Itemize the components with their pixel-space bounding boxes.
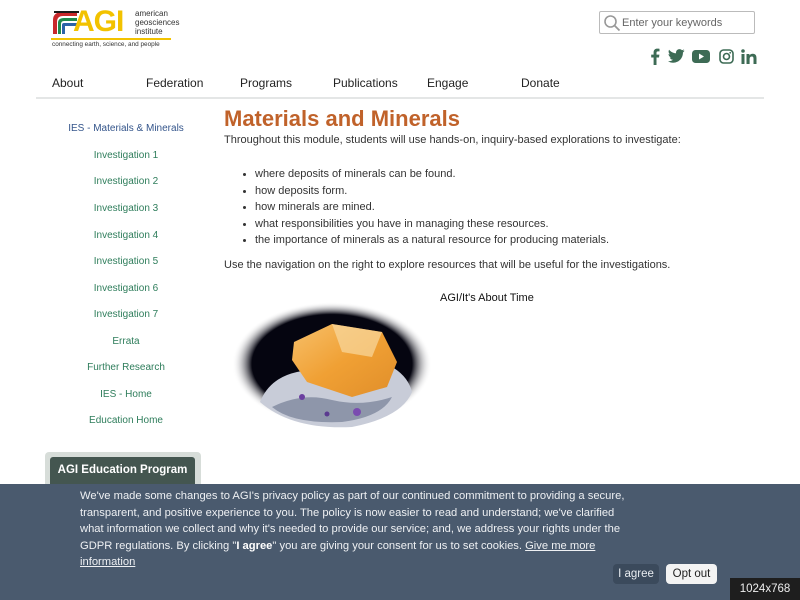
sidebar-link-further-research[interactable]: Further Research xyxy=(87,362,165,373)
logo-name-line: geosciences xyxy=(135,18,180,27)
nav-about[interactable]: About xyxy=(52,76,84,90)
nav-federation[interactable]: Federation xyxy=(146,76,204,90)
navigation-note: Use the navigation on the right to explore resources that will be useful for the investigations. xyxy=(224,259,671,271)
agi-logo[interactable] xyxy=(51,5,180,50)
cookie-consent-banner xyxy=(0,484,800,600)
twitter-link[interactable] xyxy=(667,47,685,65)
instagram-link[interactable] xyxy=(718,47,734,65)
sidebar-link-investigation-3[interactable]: Investigation 3 xyxy=(93,203,159,214)
cookie-text-part: " you are giving your consent for us to set cookies. xyxy=(272,539,526,552)
twitter-icon xyxy=(668,49,685,63)
cookie-text-bold: I agree xyxy=(236,539,273,552)
intro-text: Throughout this module, students will use hands-on, inquiry-based explorations to investigate: xyxy=(224,134,681,146)
nav-divider xyxy=(36,97,764,99)
sidebar-link-investigation-4[interactable]: Investigation 4 xyxy=(93,230,159,241)
instagram-icon xyxy=(719,49,734,64)
logo-org-name xyxy=(135,9,179,36)
logo-name-line: american xyxy=(135,9,168,18)
image-credit: AGI/It's About Time xyxy=(440,292,534,304)
linkedin-icon xyxy=(741,49,757,64)
list-item: how deposits form. xyxy=(241,183,609,200)
logo-agi-text: AGI xyxy=(73,5,124,38)
youtube-icon xyxy=(692,50,710,63)
search-icon[interactable] xyxy=(603,14,621,32)
resolution-badge: 1024x768 xyxy=(730,578,800,600)
cookie-message xyxy=(80,488,640,571)
logo-underline xyxy=(51,38,171,40)
objectives-list xyxy=(241,166,609,249)
sidebar-link-investigation-6[interactable]: Investigation 6 xyxy=(93,283,159,294)
sidebar-link-ies-home[interactable]: IES - Home xyxy=(100,389,152,400)
search-input[interactable] xyxy=(622,14,750,31)
sidebar-link-education-home[interactable]: Education Home xyxy=(89,415,163,426)
facebook-icon xyxy=(650,48,660,65)
nav-donate[interactable]: Donate xyxy=(521,76,560,90)
nav-programs[interactable]: Programs xyxy=(240,76,293,90)
youtube-link[interactable] xyxy=(692,47,710,65)
nav-publications[interactable]: Publications xyxy=(333,76,398,90)
linkedin-link[interactable] xyxy=(740,47,757,65)
nav-engage[interactable]: Engage xyxy=(427,76,469,90)
logo-tagline: connecting earth, science, and people xyxy=(52,41,160,48)
sidebar-link-investigation-2[interactable]: Investigation 2 xyxy=(93,176,159,187)
cookie-text-part: We've made some changes to AGI's privacy policy as part of our continued commitment to providing a secure, transparent, and positive experience to you. The policy is now easier to read and understand; we've clarified what information we collect and why it's needed to provide our service; and, we address your rights under the GDPR regulations. By clicking " xyxy=(80,490,625,552)
list-item: where deposits of minerals can be found. xyxy=(241,166,609,183)
sidebar-link-errata[interactable]: Errata xyxy=(112,336,140,347)
sidebar-link-investigation-7[interactable]: Investigation 7 xyxy=(93,309,159,320)
main-nav xyxy=(36,72,764,98)
facebook-link[interactable] xyxy=(649,47,661,65)
list-item: how minerals are mined. xyxy=(241,199,609,216)
list-item: what responsibilities you have in managing these resources. xyxy=(241,216,609,233)
agree-button[interactable]: I agree xyxy=(613,564,659,584)
search-box[interactable] xyxy=(599,11,755,34)
agi-education-program-button[interactable]: AGI Education Program xyxy=(50,457,195,489)
sidebar-link-investigation-5[interactable]: Investigation 5 xyxy=(93,256,159,267)
page-title: Materials and Minerals xyxy=(224,106,460,131)
list-item: the importance of minerals as a natural resource for producing materials. xyxy=(241,232,609,249)
sidebar-link-ies-materials[interactable]: IES - Materials & Minerals xyxy=(68,123,184,134)
mineral-image xyxy=(232,302,432,432)
more-information-link[interactable]: Give me more information xyxy=(80,539,596,569)
logo-name-line: institute xyxy=(135,27,163,36)
sidebar-link-investigation-1[interactable]: Investigation 1 xyxy=(93,150,159,161)
opt-out-button[interactable]: Opt out xyxy=(666,564,717,584)
